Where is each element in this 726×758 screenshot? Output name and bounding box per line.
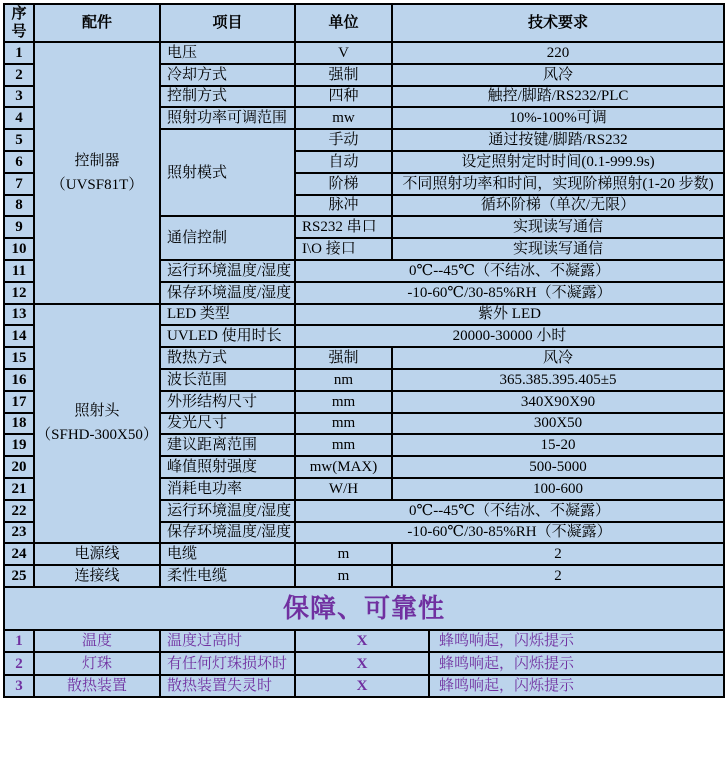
cell-item: UVLED 使用时长 (160, 325, 295, 347)
cell-req: 循环阶梯（单次/无限） (392, 195, 724, 217)
cell-item: 冷却方式 (160, 64, 295, 86)
cell-req: 15-20 (392, 434, 724, 456)
cell-req: 220 (392, 42, 724, 64)
cell-req: 风冷 (392, 64, 724, 86)
reliability-banner-row (4, 587, 724, 630)
cell-req: 2 (392, 565, 724, 587)
header-row (4, 4, 724, 42)
reliability-table (3, 586, 725, 699)
cell-row-number: 10 (4, 238, 34, 260)
cell-item: 散热方式 (160, 347, 295, 369)
cell-row-number: 17 (4, 391, 34, 413)
cell-req: 20000-30000 小时 (295, 325, 724, 347)
cell-condition: 有任何灯珠损坏时 (160, 652, 295, 675)
part-controller-model: （UVSF81T） (50, 176, 144, 193)
cell-row-number: 5 (4, 129, 34, 151)
cell-unit: 四种 (295, 86, 392, 108)
cell-item: 控制方式 (160, 86, 295, 108)
cell-part-controller (34, 42, 160, 304)
cell-part: 散热装置 (34, 675, 160, 698)
cell-unit: mm (295, 434, 392, 456)
cell-unit: 脉冲 (295, 195, 392, 217)
cell-req: 100-600 (392, 478, 724, 500)
cell-req: 0℃--45℃（不结冰、不凝露） (295, 260, 724, 282)
col-header-req: 技术要求 (392, 4, 724, 42)
cell-item: 运行环境温度/湿度 (160, 260, 295, 282)
cell-row-number: 3 (4, 675, 34, 698)
cell-req: 触控/脚踏/RS232/PLC (392, 86, 724, 108)
cell-req: 500-5000 (392, 456, 724, 478)
cell-row-number: 13 (4, 304, 34, 326)
cell-req: 10%-100%可调 (392, 107, 724, 129)
cell-req: 紫外 LED (295, 304, 724, 326)
cell-item: 建议距离范围 (160, 434, 295, 456)
cell-x-mark: X (295, 652, 429, 675)
cell-req: 通过按键/脚踏/RS232 (392, 129, 724, 151)
cell-row-number: 16 (4, 369, 34, 391)
cell-req: 2 (392, 543, 724, 565)
cell-req: 实现读写通信 (392, 238, 724, 260)
cell-req: -10-60℃/30-85%RH（不凝露） (295, 282, 724, 304)
cell-unit: mw(MAX) (295, 456, 392, 478)
spec-row-24 (4, 543, 724, 565)
cell-row-number: 2 (4, 652, 34, 675)
cell-item: 电缆 (160, 543, 295, 565)
cell-item: LED 类型 (160, 304, 295, 326)
spec-table (3, 3, 725, 588)
cell-row-number: 25 (4, 565, 34, 587)
cell-item: 发光尺寸 (160, 413, 295, 435)
cell-row-number: 8 (4, 195, 34, 217)
cell-req: 不同照射功率和时间，实现阶梯照射(1-20 步数) (392, 173, 724, 195)
col-header-item: 项目 (160, 4, 295, 42)
cell-part: 灯珠 (34, 652, 160, 675)
cell-unit: m (295, 565, 392, 587)
cell-unit: m (295, 543, 392, 565)
spec-row-13 (4, 304, 724, 326)
cell-item: 保存环境温度/湿度 (160, 282, 295, 304)
cell-row-number: 9 (4, 216, 34, 238)
cell-req: 风冷 (392, 347, 724, 369)
alarm-row-2 (4, 652, 724, 675)
cell-alert-action: 蜂鸣响起，闪烁提示 (429, 652, 724, 675)
cell-unit: mm (295, 391, 392, 413)
cell-condition: 散热装置失灵时 (160, 675, 295, 698)
cell-row-number: 11 (4, 260, 34, 282)
section-title: 保障、可靠性 (4, 587, 724, 630)
cell-req: 0℃--45℃（不结冰、不凝露） (295, 500, 724, 522)
cell-item-comm-control: 通信控制 (160, 216, 295, 260)
spec-row-1 (4, 42, 724, 64)
cell-row-number: 23 (4, 522, 34, 544)
spec-row-25 (4, 565, 724, 587)
cell-req: 300X50 (392, 413, 724, 435)
cell-row-number: 12 (4, 282, 34, 304)
cell-item: 保存环境温度/湿度 (160, 522, 295, 544)
cell-row-number: 2 (4, 64, 34, 86)
cell-unit: 阶梯 (295, 173, 392, 195)
cell-part-head (34, 304, 160, 544)
cell-unit: mw (295, 107, 392, 129)
cell-unit: 自动 (295, 151, 392, 173)
cell-row-number: 4 (4, 107, 34, 129)
cell-part-connect-cable: 连接线 (34, 565, 160, 587)
cell-row-number: 19 (4, 434, 34, 456)
cell-row-number: 1 (4, 42, 34, 64)
cell-unit: RS232 串口 (295, 216, 392, 238)
cell-req: 340X90X90 (392, 391, 724, 413)
cell-unit: nm (295, 369, 392, 391)
cell-x-mark: X (295, 630, 429, 653)
col-header-unit: 单位 (295, 4, 392, 42)
cell-req: 实现读写通信 (392, 216, 724, 238)
cell-row-number: 20 (4, 456, 34, 478)
part-controller-name: 控制器 (74, 152, 120, 169)
cell-unit: 强制 (295, 347, 392, 369)
cell-item: 照射功率可调范围 (160, 107, 295, 129)
cell-row-number: 6 (4, 151, 34, 173)
cell-item-irradiation-mode: 照射模式 (160, 129, 295, 216)
alarm-row-1 (4, 630, 724, 653)
cell-req: 设定照射定时时间(0.1-999.9s) (392, 151, 724, 173)
cell-item: 外形结构尺寸 (160, 391, 295, 413)
cell-unit: mm (295, 413, 392, 435)
cell-req: -10-60℃/30-85%RH（不凝露） (295, 522, 724, 544)
col-header-no: 序号 (4, 4, 34, 42)
cell-row-number: 14 (4, 325, 34, 347)
cell-row-number: 7 (4, 173, 34, 195)
cell-alert-action: 蜂鸣响起，闪烁提示 (429, 675, 724, 698)
cell-part-power-cable: 电源线 (34, 543, 160, 565)
cell-part: 温度 (34, 630, 160, 653)
cell-item: 峰值照射强度 (160, 456, 295, 478)
part-head-name: 照射头 (74, 403, 120, 420)
cell-alert-action: 蜂鸣响起，闪烁提示 (429, 630, 724, 653)
cell-item: 消耗电功率 (160, 478, 295, 500)
cell-row-number: 15 (4, 347, 34, 369)
cell-unit: 强制 (295, 64, 392, 86)
cell-row-number: 3 (4, 86, 34, 108)
cell-item: 柔性电缆 (160, 565, 295, 587)
part-head-model: （SFHD-300X50） (36, 427, 158, 444)
cell-row-number: 18 (4, 413, 34, 435)
cell-item: 运行环境温度/湿度 (160, 500, 295, 522)
cell-item: 波长范围 (160, 369, 295, 391)
cell-item: 电压 (160, 42, 295, 64)
cell-row-number: 1 (4, 630, 34, 653)
cell-condition: 温度过高时 (160, 630, 295, 653)
cell-unit: 手动 (295, 129, 392, 151)
cell-row-number: 21 (4, 478, 34, 500)
cell-row-number: 22 (4, 500, 34, 522)
cell-req: 365.385.395.405±5 (392, 369, 724, 391)
alarm-row-3 (4, 675, 724, 698)
cell-unit: I\O 接口 (295, 238, 392, 260)
cell-unit: W/H (295, 478, 392, 500)
col-header-part: 配件 (34, 4, 160, 42)
cell-row-number: 24 (4, 543, 34, 565)
cell-unit: V (295, 42, 392, 64)
cell-x-mark: X (295, 675, 429, 698)
